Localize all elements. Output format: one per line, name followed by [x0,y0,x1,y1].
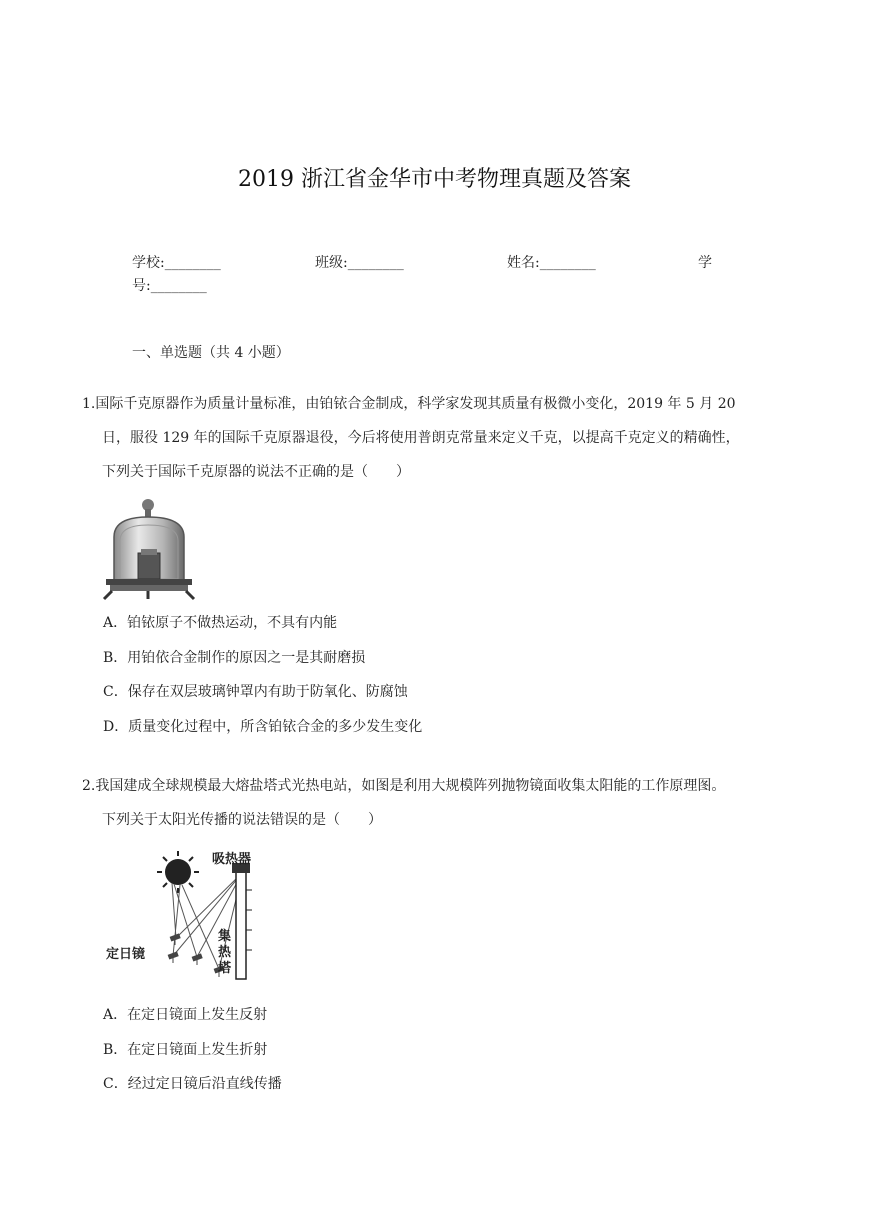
solar-tower-diagram [100,845,280,985]
heliostat-label: 定日镜 [106,947,146,962]
class-field: 班级:________ [315,255,404,271]
heliostat-icon [168,933,225,977]
question-1-option-d: D．质量变化过程中，所含铂铱合金的多少发生变化 [103,719,423,735]
absorber-label: 吸热器 [212,852,252,867]
question-1-line-1: 1.国际千克原器作为质量计量标准，由铂铱合金制成，科学家发现其质量有极微小变化，2019 年 5 月 20 [82,396,736,412]
school-field: 学校:________ [132,255,221,271]
question-2-option-b: B．在定日镜面上发生折射 [103,1042,268,1058]
question-1 [82,387,802,489]
solar-tower-drawing [100,845,280,985]
question-2-line-2: 下列关于太阳光传播的说法错误的是（ ） [102,812,382,828]
question-1-line-3: 下列关于国际千克原器的说法不正确的是（ ） [102,464,410,480]
question-1-option-c: C．保存在双层玻璃钟罩内有助于防氧化、防腐蚀 [103,684,408,700]
question-1-option-b: B．用铂依合金制作的原因之一是其耐磨损 [103,650,366,666]
section-heading: 一、单选题（共 4 小题） [132,345,290,361]
tower-label-1: 集 [218,929,232,944]
tower-label-3: 塔 [218,961,232,976]
name-field: 姓名:________ [507,255,596,271]
question-1-line-2: 日，服役 129 年的国际千克原器退役，今后将使用普朗克常量来定义千克，以提高千克定义的精确性， [102,430,740,446]
question-2-line-1: 2.我国建成全球规模最大熔盐塔式光热电站，如图是利用大规模阵列抛物镜面收集太阳能的工作原理图。 [82,778,726,794]
kilogram-prototype-image [100,493,200,603]
page-title: 2019 浙江省金华市中考物理真题及答案 [238,167,631,192]
student-id-label-start: 学 [698,255,712,271]
question-2-option-a: A．在定日镜面上发生反射 [103,1007,268,1023]
tower-label-2: 热 [218,945,232,960]
question-1-option-a: A．铂铱原子不做热运动，不具有内能 [103,615,338,631]
student-id-field: 号:________ [132,278,207,294]
question-2 [82,769,802,837]
sun-icon [157,851,199,893]
question-2-option-c: C．经过定日镜后沿直线传播 [103,1076,282,1092]
tower-icon [236,867,246,979]
